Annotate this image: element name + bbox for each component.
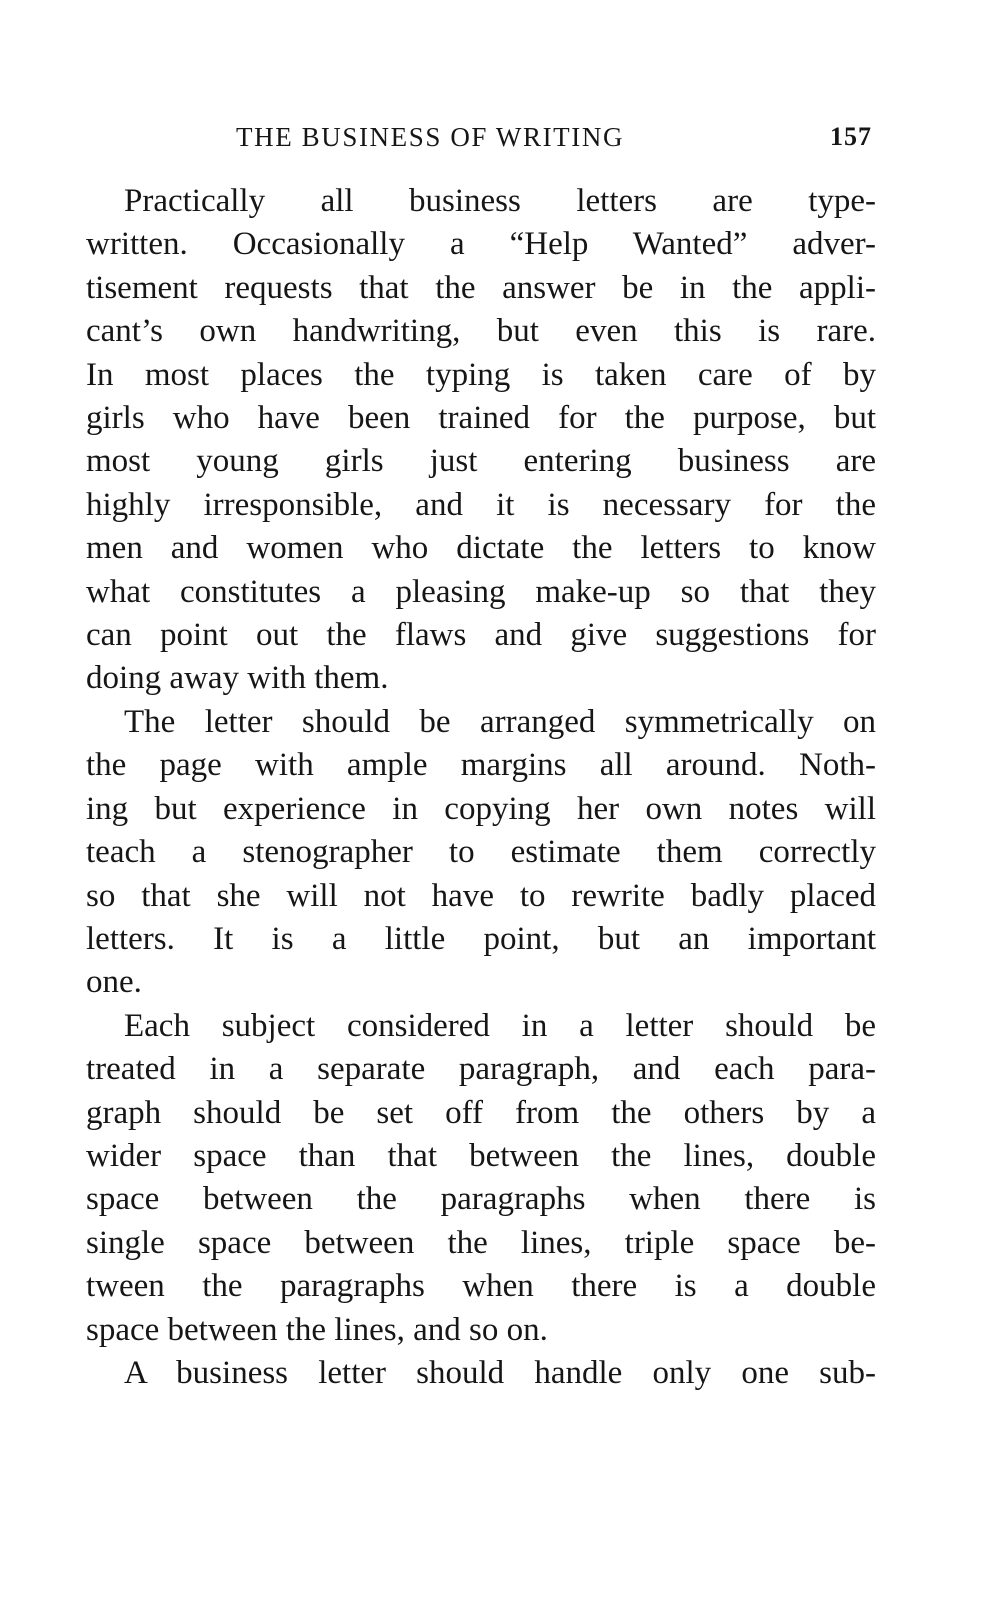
text-line: cant’s own handwriting, but even this is rare. — [86, 313, 876, 350]
text-line: single space between the lines, triple space be- — [86, 1224, 876, 1261]
paragraph-symmetric-arrangement — [86, 701, 876, 1005]
text-line: highly irresponsible, and it is necessary for the — [86, 486, 876, 523]
text-line: girls who have been trained for the purpose, but — [86, 400, 876, 437]
text-line: graph should be set off from the others by a — [86, 1094, 876, 1131]
text-line: treated in a separate paragraph, and each para- — [86, 1051, 876, 1088]
text-line: ing but experience in copying her own notes will — [86, 790, 876, 827]
paragraph-typewritten-letters — [86, 180, 876, 701]
text-line: A business letter should handle only one sub- — [124, 1354, 876, 1391]
text-line: teach a stenographer to estimate them correctly — [86, 834, 876, 871]
text-line: tisement requests that the answer be in the appli- — [86, 269, 876, 306]
text-line: Each subject considered in a letter should be — [124, 1007, 876, 1044]
page-number: 157 — [830, 122, 872, 151]
text-line: letters. It is a little point, but an important — [86, 920, 876, 957]
text-line: doing away with them. — [86, 660, 389, 697]
text-line: space between the paragraphs when there is — [86, 1181, 876, 1218]
text-line: tween the paragraphs when there is a double — [86, 1268, 876, 1305]
text-line: In most places the typing is taken care of by — [86, 356, 876, 393]
text-line: wider space than that between the lines, double — [86, 1137, 876, 1174]
text-line: can point out the flaws and give suggestions for — [86, 617, 876, 654]
text-line: so that she will not have to rewrite badly placed — [86, 877, 876, 914]
running-title: THE BUSINESS OF WRITING — [236, 122, 625, 152]
text-line: the page with ample margins all around. Noth- — [86, 747, 876, 784]
text-line: Practically all business letters are type- — [124, 183, 876, 219]
running-head — [236, 120, 872, 154]
text-line: written. Occasionally a “Help Wanted” adver- — [86, 226, 876, 263]
text-line: men and women who dictate the letters to know — [86, 530, 876, 567]
text-line: The letter should be arranged symmetrically on — [124, 703, 876, 740]
text-line: most young girls just entering business are — [86, 443, 876, 480]
paragraph-separate-subjects — [86, 1005, 876, 1352]
paragraph-one-subject — [86, 1352, 876, 1395]
text-line: one. — [86, 964, 142, 1001]
body-text — [86, 180, 876, 1395]
text-line: what constitutes a pleasing make-up so that they — [86, 573, 876, 610]
text-line: space between the lines, and so on. — [86, 1311, 548, 1348]
